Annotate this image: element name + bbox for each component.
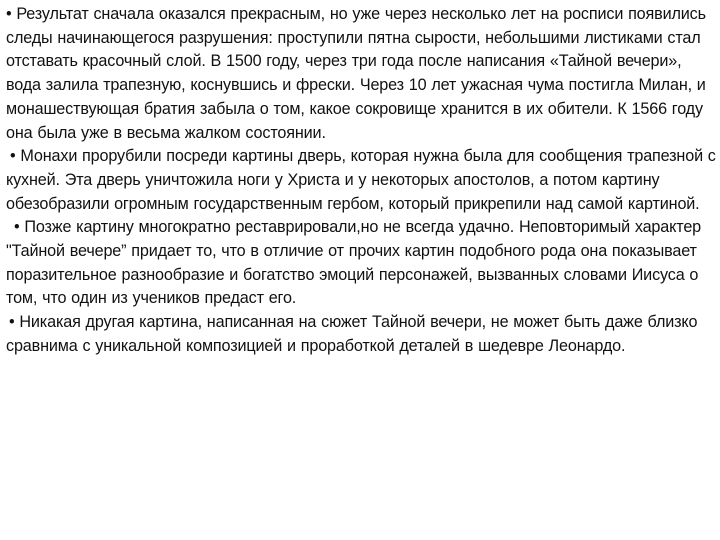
paragraph-3: • Позже картину многократно реставрировали,но не всегда удачно. Неповторимый характер "Тайной вечере” придает то, что в отличие от прочих картин подобного рода она показывает поразительное разнообразие и богатство эмоций персонажей, вызванных словами Иисуса о том, что один из учеников предаст его. <box>6 218 702 308</box>
paragraph-2: • Монахи прорубили посреди картины дверь, которая нужна была для сообщения трапезной с кухней. Эта дверь уничтожила ноги у Христа и у некоторых апостолов, а потом картину обезобразили огромным государственным гербом, который прикрепили над самой картиной. <box>6 147 716 213</box>
paragraph-4: • Никакая другая картина, написанная на сюжет Тайной вечери, не может быть даже близко сравнима с уникальной композицией и проработкой деталей в шедевре Леонардо. <box>6 313 698 355</box>
paragraph-1: • Результат сначала оказался прекрасным, но уже через несколько лет на росписи появились следы начинающегося разрушения: проступили пятна сырости, небольшими листиками стал отставать красочный слой. В 1500 году, через три года после написания «Тайной вечери», вода залила трапезную, коснувшись и фрески. Через 10 лет ужасная чума постигла Милан, и монашествующая братия забыла о том, какое сокровище хранится в их обители. К 1566 году она была уже в весьма жалком состоянии. <box>6 5 706 142</box>
text-body <box>6 3 718 359</box>
